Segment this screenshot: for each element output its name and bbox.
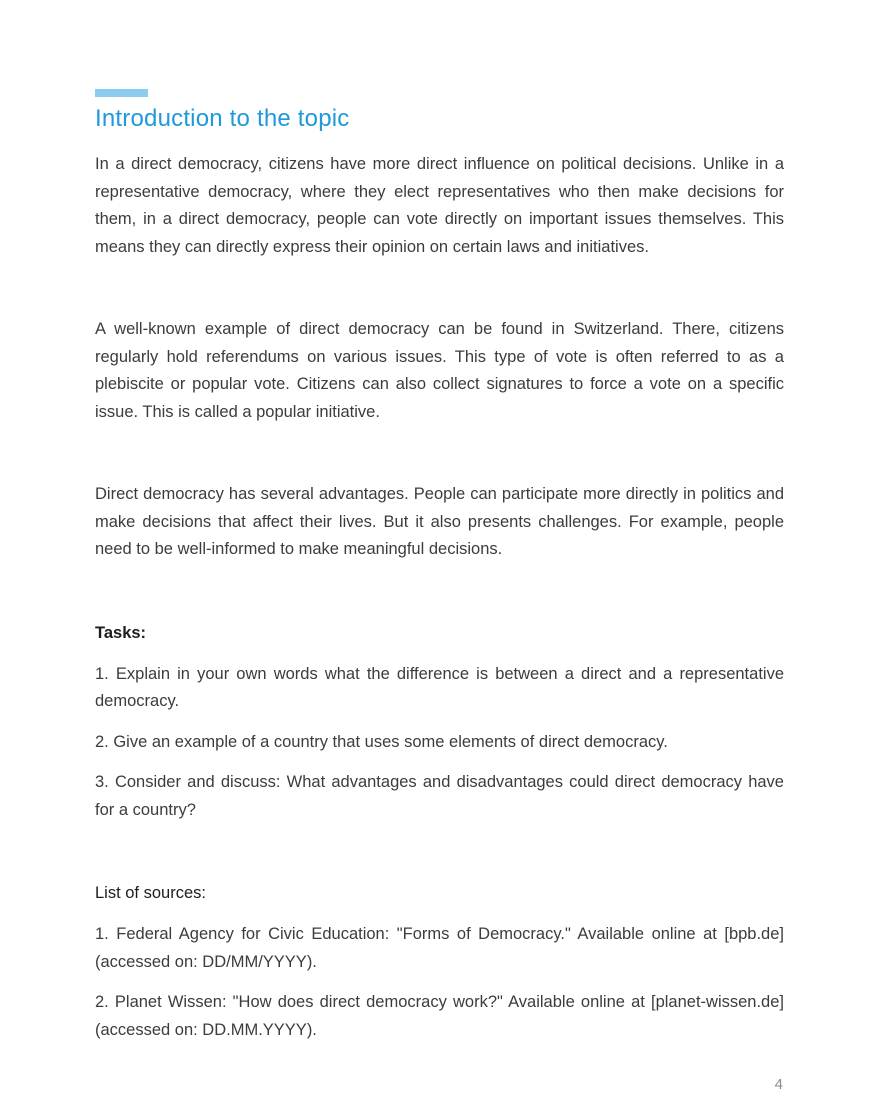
intro-paragraph-2: A well-known example of direct democracy can be found in Switzerland. There, citizens regularly hold referendums on various issues. This type of vote is often referred to as a plebiscite or popular vote. Citizens can also collect signatures to force a vote on a specific issue. This is called a popular initiative. (95, 320, 784, 421)
sources-heading: List of sources: (95, 884, 206, 902)
intro-paragraph-3: Direct democracy has several advantages. People can participate more directly in politics and make decisions that affect their lives. But it also presents challenges. For example, people need to be well-informed to make meaningful decisions. (95, 485, 784, 558)
tasks-section (95, 619, 784, 825)
sources-section (95, 879, 784, 1044)
intro-paragraph-1: In a direct democracy, citizens have more direct influence on political decisions. Unlike in a representative democracy, where they elect representatives who then make decisions for them, in a direct democracy, people can vote directly on important issues themselves. This means they can directly express their opinion on certain laws and initiatives. (95, 155, 784, 256)
page-number: 4 (774, 1076, 783, 1093)
page-title: Introduction to the topic (95, 105, 350, 132)
task-item-1: 1. Explain in your own words what the difference is between a direct and a representative democracy. (95, 664, 784, 710)
document-content (0, 89, 881, 1044)
task-item-2: 2. Give an example of a country that uses some elements of direct democracy. (95, 732, 668, 751)
tasks-heading: Tasks: (95, 623, 147, 642)
heading-accent-bar (95, 89, 148, 97)
task-item-3: 3. Consider and discuss: What advantages and disadvantages could direct democracy have for a country? (95, 773, 784, 819)
source-item-2: 2. Planet Wissen: "How does direct democracy work?" Available online at [planet-wissen.de] (accessed on: DD.MM.YYYY). (95, 993, 784, 1039)
source-item-1: 1. Federal Agency for Civic Education: "Forms of Democracy." Available online at [bpb.de] (accessed on: DD/MM/YYYY). (95, 925, 784, 971)
